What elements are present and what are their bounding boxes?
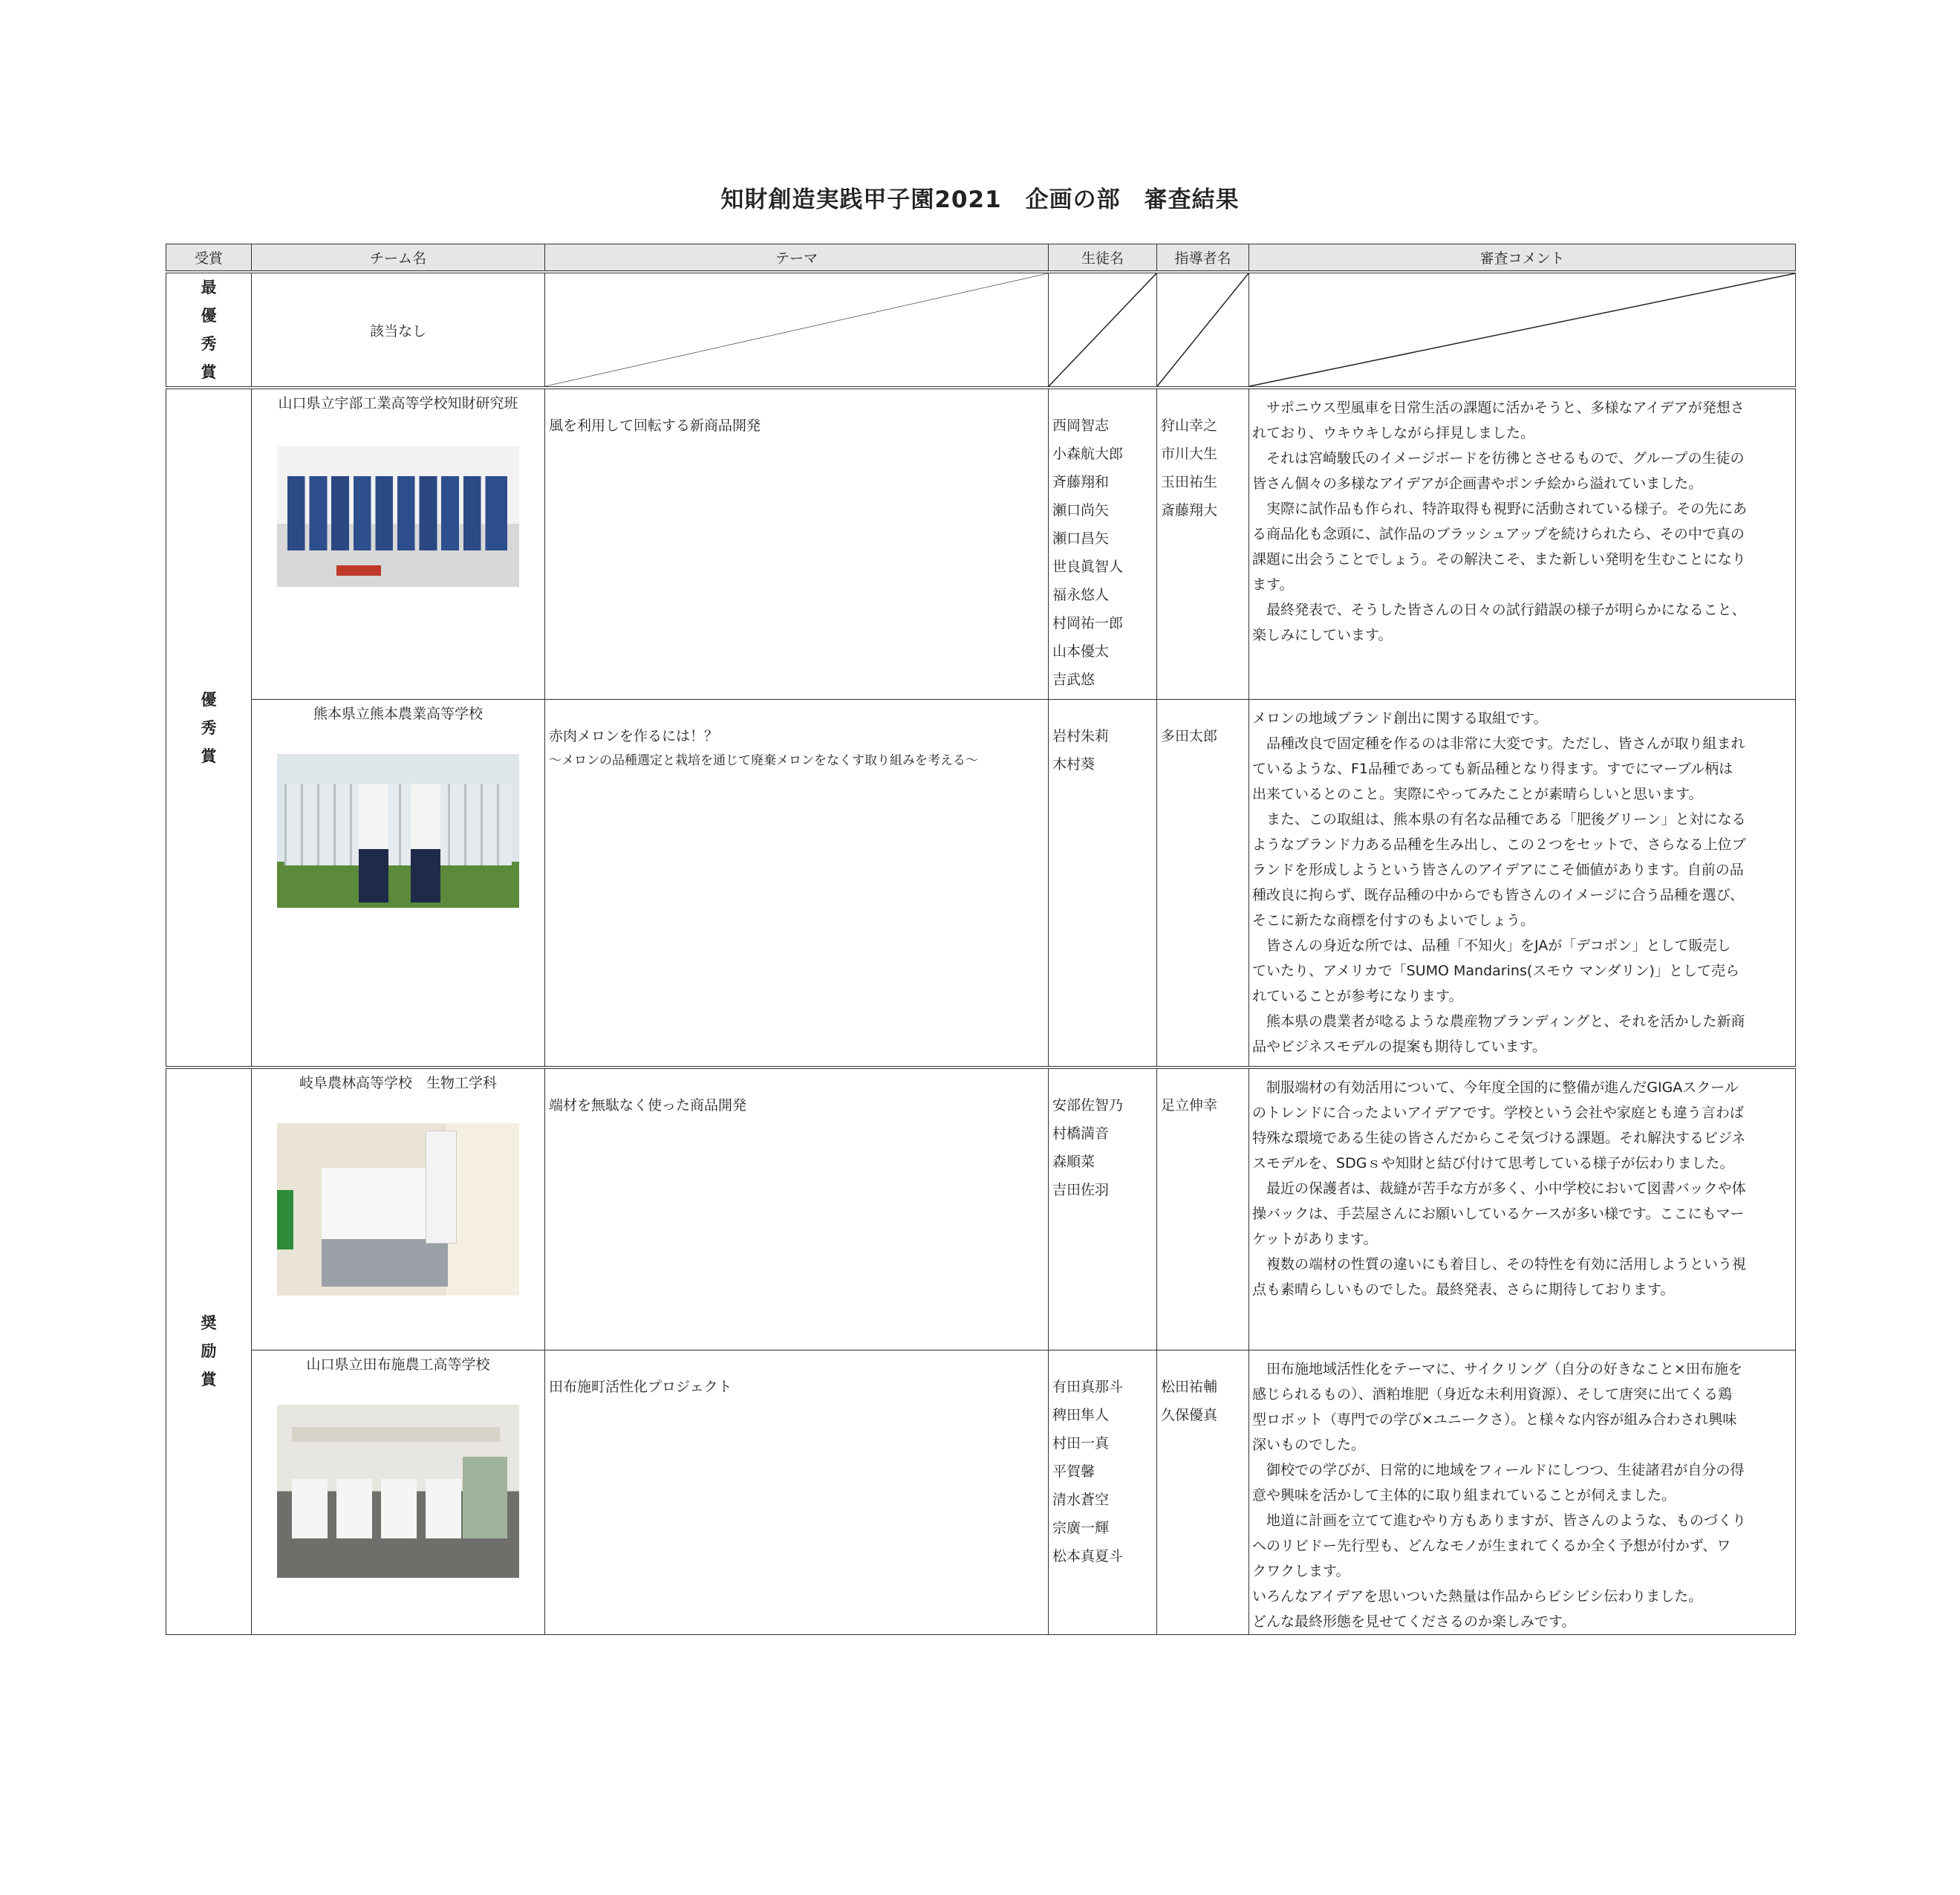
theme-cell <box>545 699 1049 1067</box>
advisors-list <box>1157 1069 1248 1119</box>
header-row <box>166 244 1796 273</box>
comment-line: ます。 <box>1252 576 1294 593</box>
header-advisors: 指導者名 <box>1157 244 1249 273</box>
advisors-list <box>1157 1350 1248 1429</box>
award-char: 賞 <box>201 363 217 381</box>
comment-line: スモデルを、SDGｓや知財と結び付けて思考している様子が伝わりました。 <box>1252 1155 1734 1171</box>
advisor-name: 多田太郎 <box>1161 727 1218 744</box>
comment-line: 深いものでした。 <box>1252 1436 1366 1453</box>
comment-line: 出来ているとのこと。実際にやってみたことが素晴らしいと思います。 <box>1252 785 1703 802</box>
empty-comment-cell <box>1249 272 1796 388</box>
comment-line: それは宮崎駿氏のイメージボードを彷彿とさせるもので、グループの生徒の <box>1252 450 1745 467</box>
student-name: 清水蒼空 <box>1052 1491 1110 1508</box>
student-name: 稗田隼人 <box>1052 1406 1110 1423</box>
comment-line: いろんなアイデアを思いついた熱量は作品からビシビシ伝わりました。 <box>1252 1587 1703 1605</box>
comment-line: のトレンドに合ったよいアイデアです。学校という会社や家庭とも違う言わば <box>1252 1105 1744 1121</box>
students-cell <box>1049 1067 1157 1350</box>
student-name: 平賀馨 <box>1052 1463 1095 1480</box>
comment-line: へのリビドー先行型も、どんなモノが生まれてくるか全く予想が付かず、ワ <box>1252 1537 1731 1554</box>
student-name: 山本優太 <box>1052 643 1110 660</box>
comment-line: 品種改良で固定種を作るのは非常に大変です。ただし、皆さんが取り組まれ <box>1252 735 1745 752</box>
header-students: 生徒名 <box>1049 244 1157 273</box>
student-name: 松本真夏斗 <box>1052 1547 1124 1564</box>
comment-line: メロンの地域ブランド創出に関する取組です。 <box>1252 709 1548 727</box>
comment-text <box>1249 700 1795 1059</box>
team-name: 山口県立田布施農工高等学校 <box>306 1356 490 1373</box>
empty-theme-cell <box>545 272 1049 388</box>
theme-text: 赤肉メロンを作るには！？ <box>549 727 719 744</box>
comment-line: どんな最終形態を見せてくださるのか楽しみです。 <box>1252 1613 1576 1630</box>
header-theme: テーマ <box>545 244 1049 273</box>
comment-line: 皆さんの身近な所では、品種「不知火」をJAが「デコポン」として販売し <box>1252 937 1731 954</box>
award-char: 賞 <box>201 747 217 765</box>
award-char: 優 <box>201 690 217 709</box>
comment-line: 操バックは、手芸屋さんにお願いしているケースが多い様です。ここにもマー <box>1252 1206 1745 1222</box>
student-name: 岩村朱莉 <box>1052 727 1110 744</box>
comment-line: 皆さん個々の多様なアイデアが企画書やポンチ絵から溢れていました。 <box>1252 475 1703 492</box>
comment-line: 特殊な環境である生徒の皆さんだからこそ気づける課題。それ解決するビジネ <box>1252 1130 1746 1146</box>
award-char: 励 <box>201 1342 217 1361</box>
student-name: 安部佐智乃 <box>1052 1097 1124 1114</box>
student-name: 世良眞智人 <box>1052 559 1124 575</box>
page-title: 知財創造実践甲子園2021 企画の部 審査結果 <box>720 186 1240 213</box>
comment-line: 最終発表で、そうした皆さんの日々の試行錯誤の様子が明らかになること、 <box>1252 602 1746 618</box>
comment-line: そこに新たな商標を付すのもよいでしょう。 <box>1252 911 1535 929</box>
advisor-name: 狩山幸之 <box>1161 417 1218 434</box>
diagonal-line <box>545 273 1048 386</box>
comment-line: 種改良に拘らず、既存品種の中からでも皆さんのイメージに合う品種を選び、 <box>1252 886 1744 903</box>
students-list <box>1049 1069 1156 1204</box>
header-team: チーム名 <box>252 244 545 273</box>
comment-line: 点も素晴らしいものでした。最終発表、さらに期待しております。 <box>1252 1281 1675 1298</box>
theme-text: 田布施町活性化プロジェクト <box>549 1378 732 1395</box>
entry-row <box>166 1350 1796 1634</box>
award-char: 優 <box>201 307 217 325</box>
advisors-cell <box>1157 1350 1249 1634</box>
advisor-name: 松田祐輔 <box>1161 1378 1218 1395</box>
diagonal-line <box>1157 273 1248 386</box>
advisor-name: 久保優真 <box>1161 1406 1218 1423</box>
comment-text <box>1249 389 1795 648</box>
theme-cell <box>545 1350 1049 1634</box>
comment-cell <box>1249 1350 1796 1634</box>
empty-students-cell <box>1049 272 1157 388</box>
award-char: 奨 <box>201 1314 217 1333</box>
results-table <box>166 244 1796 1635</box>
student-name: 村岡祐一郎 <box>1052 615 1124 631</box>
students-list <box>1049 389 1156 694</box>
header-award: 受賞 <box>166 244 252 273</box>
entry-row <box>166 388 1796 699</box>
students-cell <box>1049 699 1157 1067</box>
theme-text: 端材を無駄なく使った商品開発 <box>549 1097 747 1114</box>
student-name: 瀬口尚矢 <box>1052 502 1110 519</box>
students-cell <box>1049 388 1157 699</box>
comment-line: サポニウス型風車を日常生活の課題に活かそうと、多様なアイデアが発想さ <box>1252 400 1745 416</box>
students-list <box>1049 700 1156 779</box>
student-name: 福永悠人 <box>1052 587 1110 603</box>
award-char: 最 <box>201 279 217 296</box>
comment-line: ようなブランド力ある品種を生み出し、この２つをセットで、さらなる上位ブ <box>1252 836 1746 853</box>
advisor-name: 玉田祐生 <box>1161 474 1218 490</box>
entry-row <box>166 1067 1796 1350</box>
top-award-row <box>166 272 1796 388</box>
award-char: 賞 <box>201 1371 217 1389</box>
student-name: 村田一真 <box>1052 1434 1110 1452</box>
comment-line: 複数の端材の性質の違いにも着目し、その特性を有効に活用しようという視 <box>1252 1256 1747 1272</box>
students-cell <box>1049 1350 1157 1634</box>
student-name: 木村葵 <box>1052 755 1095 773</box>
comment-line: また、この取組は、熊本県の有名な品種である「肥後グリーン」と対になる <box>1252 810 1746 828</box>
student-name: 斉藤翔和 <box>1052 474 1110 490</box>
comment-line: 実際に試作品も作られ、特許取得も視野に活動されている様子。その先にあ <box>1252 501 1748 517</box>
student-name: 吉田佐羽 <box>1052 1182 1110 1198</box>
team-photo <box>277 754 519 908</box>
student-name: 小森航大郎 <box>1052 446 1124 462</box>
comment-line: れていることが参考になります。 <box>1252 987 1463 1004</box>
entry-row <box>166 699 1796 1067</box>
team-name: 岐阜農林高等学校 生物工学科 <box>299 1075 497 1091</box>
theme-cell <box>545 388 1049 699</box>
student-name: 西岡智志 <box>1052 417 1110 434</box>
empty-advisors-cell <box>1157 272 1249 388</box>
comment-line: 意や興味を活かして主体的に取り組まれていることが伺えました。 <box>1252 1486 1676 1504</box>
team-cell <box>252 1067 545 1350</box>
advisor-name: 斎藤翔大 <box>1161 502 1218 519</box>
students-list <box>1049 1350 1156 1570</box>
comment-line: 田布施地域活性化をテーマに、サイクリング（自分の好きなこと×田布施を <box>1252 1360 1742 1377</box>
comment-line: 品やビジネスモデルの提案も期待しています。 <box>1252 1038 1546 1055</box>
advisors-cell <box>1157 1067 1249 1350</box>
comment-line: 感じられるもの）、酒粕堆肥（身近な未利用資源）、そして唐突に出てくる鶏 <box>1252 1385 1733 1402</box>
student-name: 宗廣一輝 <box>1052 1519 1110 1536</box>
team-none: 該当なし <box>252 272 545 388</box>
comment-cell <box>1249 388 1796 699</box>
advisor-name: 市川大生 <box>1161 446 1218 462</box>
award-char: 秀 <box>201 335 217 353</box>
comment-line: 熊本県の農業者が唸るような農産物ブランディングと、それを活かした新商 <box>1252 1012 1745 1030</box>
diagonal-line <box>1249 273 1795 386</box>
comment-line: 最近の保護者は、裁縫が苦手な方が多く、小中学校において図書バックや体 <box>1252 1180 1746 1197</box>
header-comment: 審査コメント <box>1249 244 1796 273</box>
award-label-encouragement <box>166 1067 252 1634</box>
theme-cell <box>545 1067 1049 1350</box>
award-label-excellence <box>166 388 252 1067</box>
comment-line: 御校での学びが、日常的に地域をフィールドにしつつ、生徒諸君が自分の得 <box>1252 1461 1745 1478</box>
advisors-list <box>1157 700 1248 750</box>
team-photo <box>277 1123 519 1296</box>
team-photo <box>277 446 519 587</box>
student-name: 吉武悠 <box>1052 672 1095 688</box>
advisors-list <box>1157 389 1248 524</box>
student-name: 有田真那斗 <box>1052 1378 1124 1395</box>
comment-line: 地道に計画を立てて進むやり方もありますが、皆さんのような、ものづくり <box>1252 1512 1747 1529</box>
comment-line: クワクします。 <box>1252 1562 1350 1579</box>
team-cell <box>252 1350 545 1634</box>
award-char: 秀 <box>201 718 217 737</box>
student-name: 森順菜 <box>1052 1154 1095 1170</box>
comment-line: 型ロボット（専門での学び×ユニークさ）。と様々な内容が組み合わされ興味 <box>1252 1411 1737 1428</box>
comment-text <box>1249 1069 1795 1302</box>
student-name: 瀬口昌矢 <box>1052 530 1110 547</box>
comment-line: る商品化も念頭に、試作品のブラッシュアップを続けられたら、その中で真の <box>1252 526 1745 542</box>
comment-line: 制服端材の有効活用について、今年度全国的に整備が進んだGIGAスクール <box>1252 1079 1739 1096</box>
team-name: 山口県立宇部工業高等学校知財研究班 <box>278 395 518 412</box>
theme-text: 風を利用して回転する新商品開発 <box>549 417 761 434</box>
comment-cell <box>1249 699 1796 1067</box>
diagonal-line <box>1049 273 1156 386</box>
comment-line: ランドを形成しようという皆さんのアイデアにこそ価値があります。自前の品 <box>1252 861 1744 878</box>
advisors-cell <box>1157 699 1249 1067</box>
comment-cell <box>1249 1067 1796 1350</box>
team-name: 熊本県立熊本農業高等学校 <box>313 705 483 722</box>
comment-text <box>1249 1350 1795 1634</box>
award-label-top <box>166 272 252 388</box>
advisors-cell <box>1157 388 1249 699</box>
theme-subtitle: ～メロンの品種選定と栽培を通じて廃棄メロンをなくす取り組みを考える～ <box>549 753 978 768</box>
student-name: 村橋満音 <box>1052 1125 1110 1142</box>
advisor-name: 足立伸幸 <box>1161 1097 1218 1114</box>
comment-line: ケットがあります。 <box>1252 1231 1378 1247</box>
team-cell <box>252 388 545 699</box>
comment-line: 楽しみにしています。 <box>1252 627 1393 643</box>
comment-line: ていたり、アメリカで「SUMO Mandarins(スモウ マンダリン)」として売ら <box>1252 962 1739 979</box>
team-photo <box>277 1405 519 1578</box>
comment-line: ているような、F1品種であっても新品種となり得ます。すでにマーブル柄は <box>1252 760 1733 777</box>
team-cell <box>252 699 545 1067</box>
comment-line: れており、ウキウキしながら拝見しました。 <box>1252 425 1535 441</box>
comment-line: 課題に出会うことでしょう。その解決こそ、また新しい発明を生むことになり <box>1252 551 1746 568</box>
